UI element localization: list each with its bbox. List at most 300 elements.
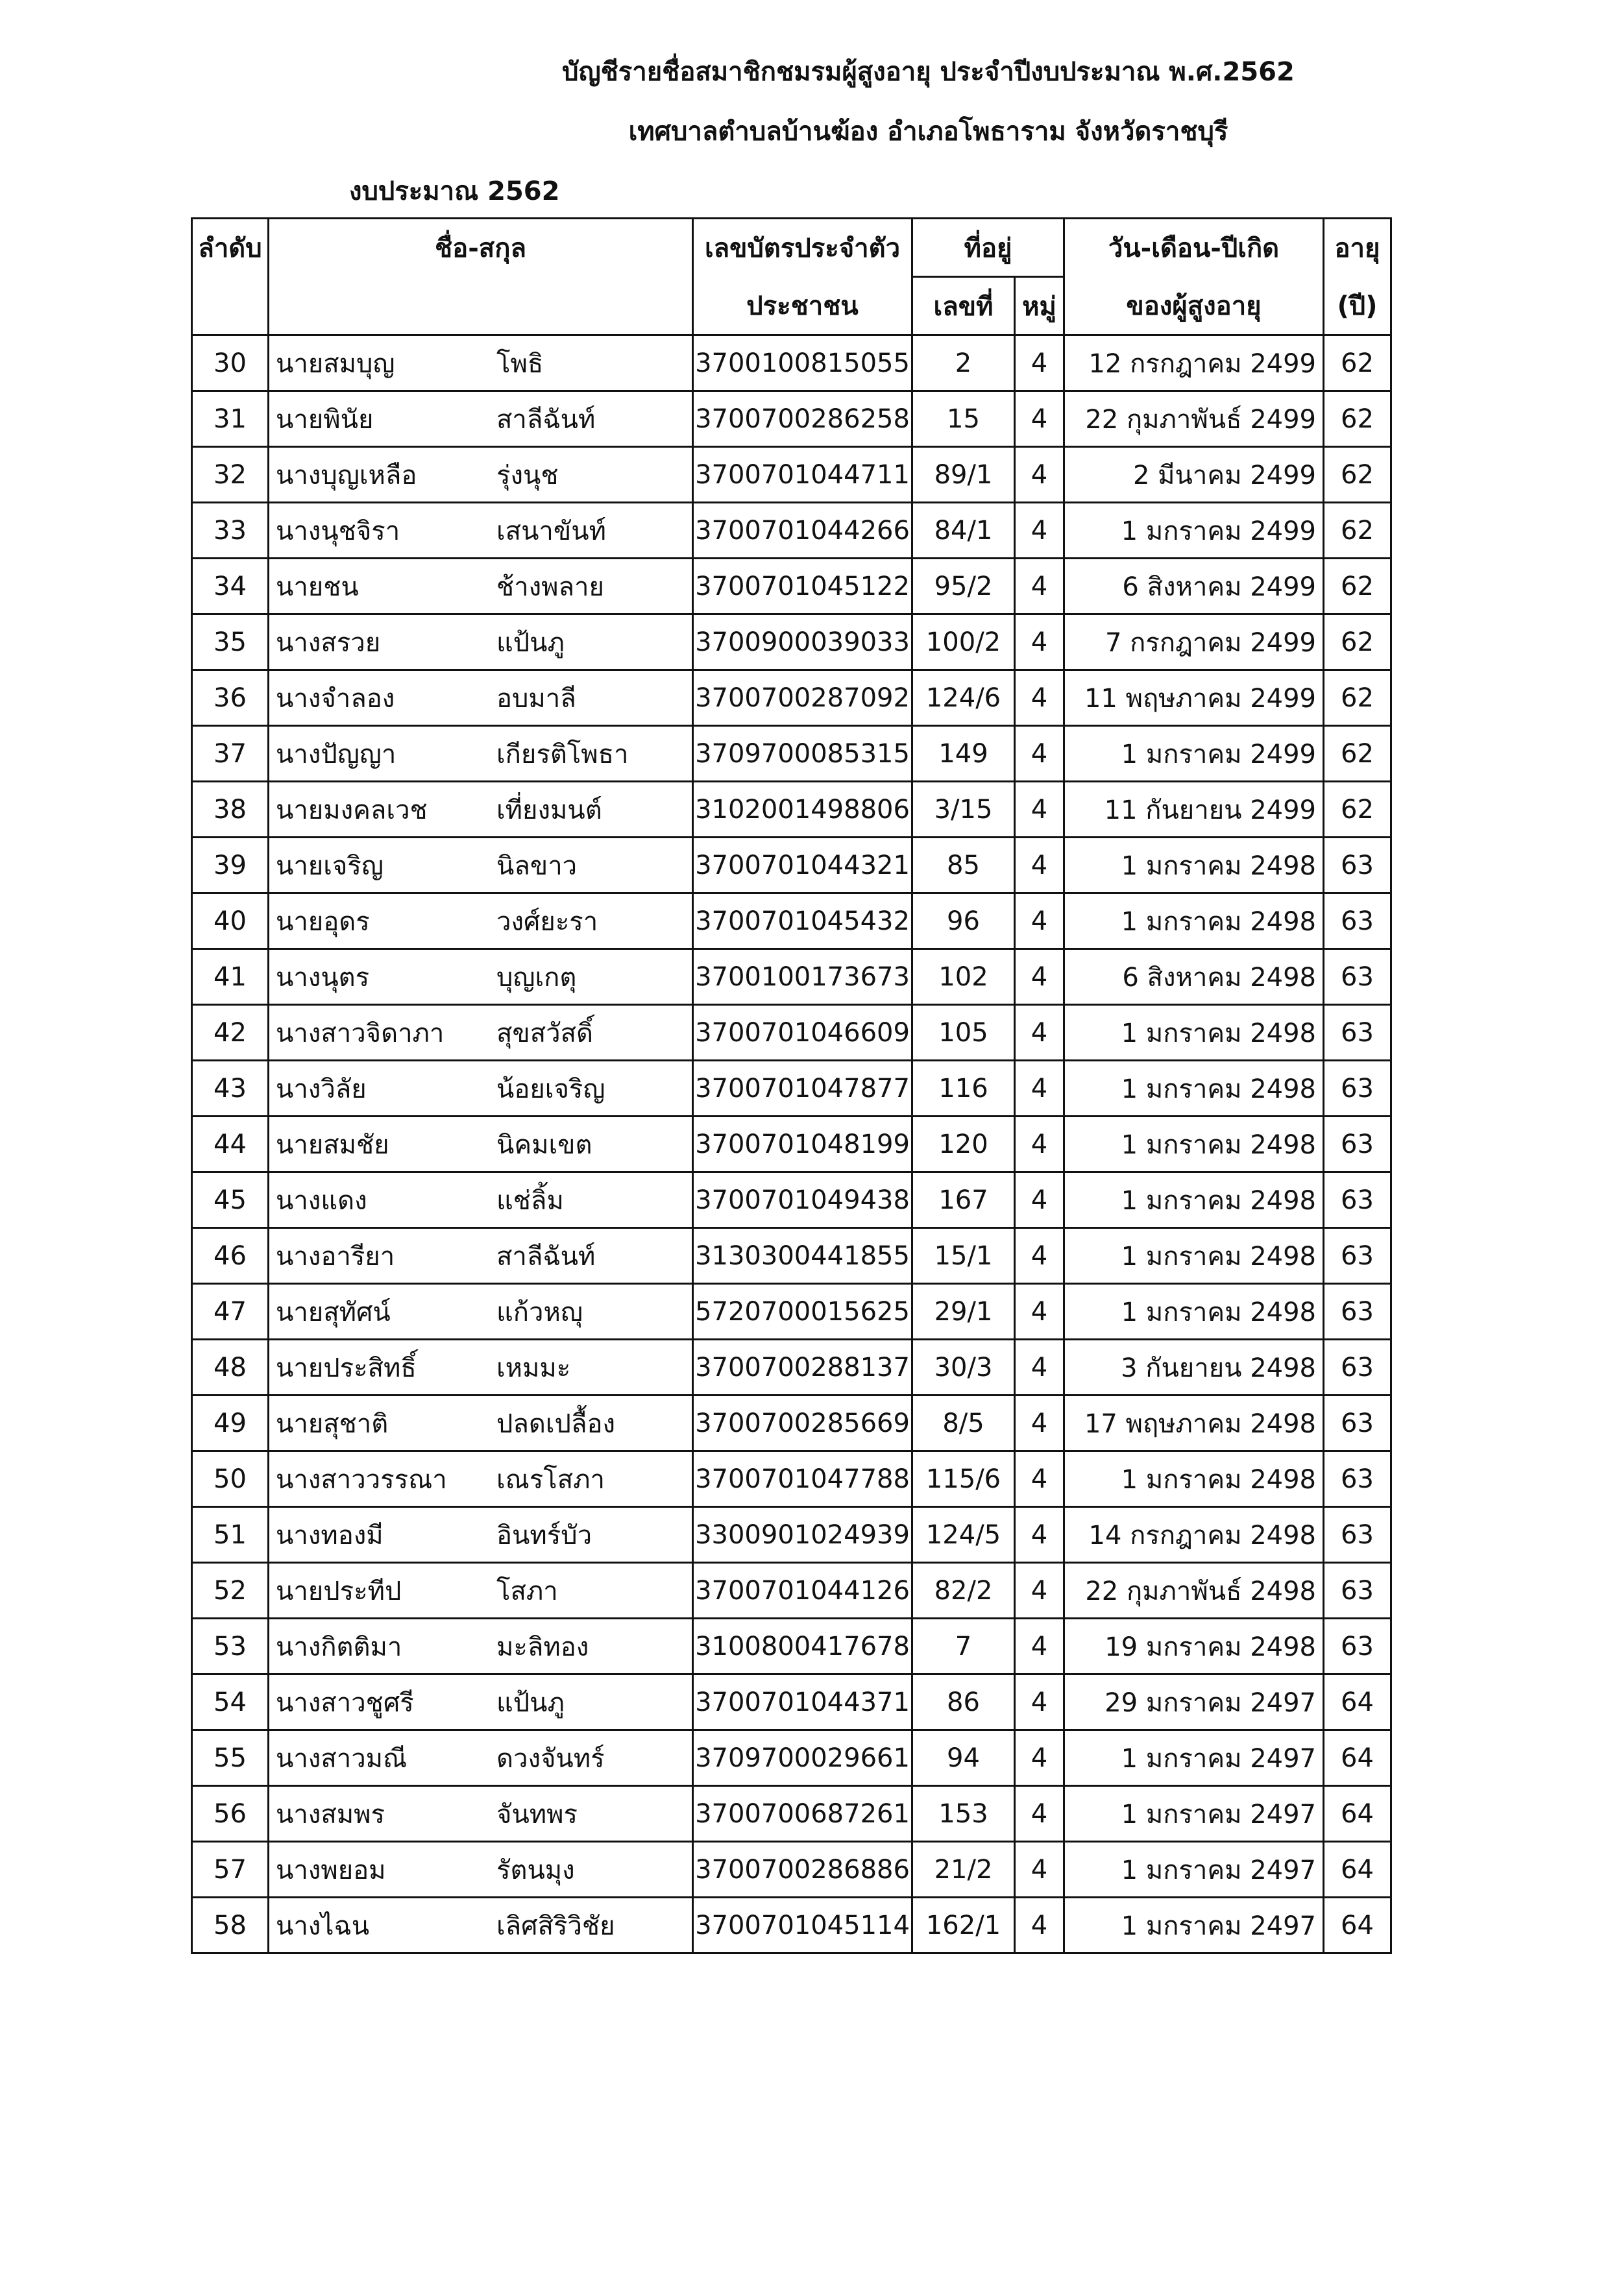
house-number: 84/1 xyxy=(912,503,1015,559)
table-row xyxy=(192,782,1391,838)
date-of-birth: 1 มกราคม 2498 xyxy=(1064,1061,1324,1117)
age: 62 xyxy=(1324,559,1391,614)
house-number: 21/2 xyxy=(912,1842,1015,1898)
age: 62 xyxy=(1324,391,1391,447)
date-of-birth: 1 มกราคม 2497 xyxy=(1064,1786,1324,1842)
member-name xyxy=(269,503,693,559)
age: 63 xyxy=(1324,893,1391,949)
house-number: 82/2 xyxy=(912,1563,1015,1619)
village-number: 4 xyxy=(1015,1061,1064,1117)
national-id: 5720700015625 xyxy=(693,1284,912,1340)
first-name: นายประทีป xyxy=(276,1576,402,1606)
house-number: 29/1 xyxy=(912,1284,1015,1340)
row-number: 46 xyxy=(192,1228,269,1284)
date-of-birth: 29 มกราคม 2497 xyxy=(1064,1674,1324,1730)
member-name xyxy=(269,1117,693,1172)
table-row xyxy=(192,893,1391,949)
national-id: 3700701048199 xyxy=(693,1117,912,1172)
date-of-birth: 6 สิงหาคม 2499 xyxy=(1064,559,1324,614)
age: 64 xyxy=(1324,1842,1391,1898)
member-name xyxy=(269,838,693,893)
table-row xyxy=(192,1005,1391,1061)
village-number: 4 xyxy=(1015,1228,1064,1284)
member-name xyxy=(269,1674,693,1730)
national-id: 3700701044321 xyxy=(693,838,912,893)
village-number: 4 xyxy=(1015,1005,1064,1061)
house-number: 2 xyxy=(912,335,1015,391)
row-number: 47 xyxy=(192,1284,269,1340)
table-row xyxy=(192,1507,1391,1563)
national-id: 3700701045432 xyxy=(693,893,912,949)
member-name xyxy=(269,1898,693,1953)
first-name: นางทองมี xyxy=(276,1520,384,1551)
national-id: 3700701046609 xyxy=(693,1005,912,1061)
col-header-address: ที่อยู่ xyxy=(912,219,1064,277)
col-header-no: ลำดับ xyxy=(192,219,269,335)
table-row xyxy=(192,1117,1391,1172)
village-number: 4 xyxy=(1015,1786,1064,1842)
village-number: 4 xyxy=(1015,1507,1064,1563)
house-number: 15 xyxy=(912,391,1015,447)
house-number: 95/2 xyxy=(912,559,1015,614)
national-id: 3700701049438 xyxy=(693,1172,912,1228)
village-number: 4 xyxy=(1015,1284,1064,1340)
table-row xyxy=(192,1842,1391,1898)
house-number: 89/1 xyxy=(912,447,1015,503)
age: 62 xyxy=(1324,614,1391,670)
col-header-dob: วัน-เดือน-ปีเกิด xyxy=(1064,219,1324,277)
age: 64 xyxy=(1324,1674,1391,1730)
member-name xyxy=(269,1619,693,1674)
table-row xyxy=(192,1898,1391,1953)
member-name xyxy=(269,1061,693,1117)
first-name: นางปัญญา xyxy=(276,739,397,769)
village-number: 4 xyxy=(1015,949,1064,1005)
table-body xyxy=(192,335,1391,1953)
first-name: นายสุชาติ xyxy=(276,1408,389,1439)
row-number: 32 xyxy=(192,447,269,503)
last-name: รุ่งนุช xyxy=(496,460,559,490)
date-of-birth: 1 มกราคม 2497 xyxy=(1064,1898,1324,1953)
table-row xyxy=(192,1451,1391,1507)
date-of-birth: 17 พฤษภาคม 2498 xyxy=(1064,1396,1324,1451)
date-of-birth: 1 มกราคม 2498 xyxy=(1064,838,1324,893)
national-id: 3300901024939 xyxy=(693,1507,912,1563)
last-name: ช้างพลาย xyxy=(496,572,604,602)
house-number: 149 xyxy=(912,726,1015,782)
house-number: 105 xyxy=(912,1005,1015,1061)
last-name: เกียรติโพธา xyxy=(496,739,629,769)
national-id: 3700100173673 xyxy=(693,949,912,1005)
last-name: เหมมะ xyxy=(496,1353,571,1383)
last-name: สาลีฉันท์ xyxy=(496,1241,596,1272)
table-row xyxy=(192,1674,1391,1730)
national-id: 3700701044711 xyxy=(693,447,912,503)
last-name: วงศ์ยะรา xyxy=(496,906,598,937)
first-name: นางกิตติมา xyxy=(276,1632,402,1662)
row-number: 48 xyxy=(192,1340,269,1396)
members-table xyxy=(191,217,1392,1954)
member-name xyxy=(269,1396,693,1451)
row-number: 56 xyxy=(192,1786,269,1842)
date-of-birth: 14 กรกฎาคม 2498 xyxy=(1064,1507,1324,1563)
row-number: 39 xyxy=(192,838,269,893)
row-number: 36 xyxy=(192,670,269,726)
village-number: 4 xyxy=(1015,893,1064,949)
document-title: บัญชีรายชื่อสมาชิกชมรมผู้สูงอายุ ประจำปีงบประมาณ พ.ศ.2562 xyxy=(562,57,1295,87)
last-name: รัตนมุง xyxy=(496,1855,575,1885)
row-number: 52 xyxy=(192,1563,269,1619)
house-number: 85 xyxy=(912,838,1015,893)
age: 64 xyxy=(1324,1730,1391,1786)
first-name: นางสาวชูศรี xyxy=(276,1687,414,1718)
table-row xyxy=(192,838,1391,893)
row-number: 30 xyxy=(192,335,269,391)
village-number: 4 xyxy=(1015,1674,1064,1730)
table-row xyxy=(192,503,1391,559)
first-name: นางสาววรรณา xyxy=(276,1464,447,1495)
date-of-birth: 1 มกราคม 2498 xyxy=(1064,1005,1324,1061)
first-name: นางไฉน xyxy=(276,1911,370,1941)
last-name: เณรโสภา xyxy=(496,1464,605,1495)
col-header-dob-line2: ของผู้สูงอายุ xyxy=(1064,277,1324,335)
member-name xyxy=(269,335,693,391)
row-number: 53 xyxy=(192,1619,269,1674)
village-number: 4 xyxy=(1015,726,1064,782)
row-number: 33 xyxy=(192,503,269,559)
row-number: 45 xyxy=(192,1172,269,1228)
table-row xyxy=(192,391,1391,447)
member-name xyxy=(269,1507,693,1563)
member-name xyxy=(269,726,693,782)
table-row xyxy=(192,1340,1391,1396)
national-id: 3102001498806 xyxy=(693,782,912,838)
last-name: เสนาขันท์ xyxy=(496,516,606,546)
house-number: 167 xyxy=(912,1172,1015,1228)
date-of-birth: 2 มีนาคม 2499 xyxy=(1064,447,1324,503)
last-name: สุขสวัสดิ์ xyxy=(496,1018,594,1048)
last-name: แป้นภู xyxy=(496,1687,565,1718)
row-number: 34 xyxy=(192,559,269,614)
table-row xyxy=(192,670,1391,726)
house-number: 94 xyxy=(912,1730,1015,1786)
date-of-birth: 11 พฤษภาคม 2499 xyxy=(1064,670,1324,726)
first-name: นางวิลัย xyxy=(276,1074,367,1104)
house-number: 153 xyxy=(912,1786,1015,1842)
table-row xyxy=(192,1228,1391,1284)
age: 64 xyxy=(1324,1898,1391,1953)
member-name xyxy=(269,1284,693,1340)
age: 63 xyxy=(1324,1005,1391,1061)
last-name: ดวงจันทร์ xyxy=(496,1743,605,1774)
date-of-birth: 1 มกราคม 2498 xyxy=(1064,893,1324,949)
table-header xyxy=(192,219,1391,335)
row-number: 58 xyxy=(192,1898,269,1953)
row-number: 40 xyxy=(192,893,269,949)
member-name xyxy=(269,1005,693,1061)
col-header-moo: หมู่ xyxy=(1015,277,1064,335)
first-name: นางสรวย xyxy=(276,627,381,658)
first-name: นายอุดร xyxy=(276,906,370,937)
last-name: ปลดเปลื้อง xyxy=(496,1408,616,1439)
national-id: 3700700687261 xyxy=(693,1786,912,1842)
row-number: 54 xyxy=(192,1674,269,1730)
age: 62 xyxy=(1324,335,1391,391)
member-name xyxy=(269,1172,693,1228)
last-name: นิคมเขต xyxy=(496,1130,592,1160)
age: 63 xyxy=(1324,1396,1391,1451)
national-id: 3700701045114 xyxy=(693,1898,912,1953)
row-number: 43 xyxy=(192,1061,269,1117)
age: 63 xyxy=(1324,1563,1391,1619)
house-number: 124/5 xyxy=(912,1507,1015,1563)
national-id: 3709700029661 xyxy=(693,1730,912,1786)
first-name: นางสมพร xyxy=(276,1799,385,1830)
last-name: นิลขาว xyxy=(496,851,578,881)
last-name: แป้นภู xyxy=(496,627,565,658)
member-name xyxy=(269,1451,693,1507)
row-number: 44 xyxy=(192,1117,269,1172)
last-name: จันทพร xyxy=(496,1799,578,1830)
member-name xyxy=(269,1786,693,1842)
village-number: 4 xyxy=(1015,391,1064,447)
age: 63 xyxy=(1324,1172,1391,1228)
row-number: 37 xyxy=(192,726,269,782)
national-id: 3700700286258 xyxy=(693,391,912,447)
age: 62 xyxy=(1324,670,1391,726)
last-name: โพธิ xyxy=(496,348,544,379)
table-row xyxy=(192,949,1391,1005)
row-number: 42 xyxy=(192,1005,269,1061)
table-row xyxy=(192,1786,1391,1842)
age: 64 xyxy=(1324,1786,1391,1842)
village-number: 4 xyxy=(1015,1340,1064,1396)
table-row xyxy=(192,335,1391,391)
row-number: 31 xyxy=(192,391,269,447)
col-header-id-line2: ประชาชน xyxy=(693,277,912,335)
house-number: 116 xyxy=(912,1061,1015,1117)
last-name: อินทร์บัว xyxy=(496,1520,592,1551)
first-name: นางสาวจิดาภา xyxy=(276,1018,445,1048)
row-number: 35 xyxy=(192,614,269,670)
village-number: 4 xyxy=(1015,1842,1064,1898)
age: 63 xyxy=(1324,1284,1391,1340)
village-number: 4 xyxy=(1015,1172,1064,1228)
national-id: 3700700287092 xyxy=(693,670,912,726)
row-number: 38 xyxy=(192,782,269,838)
first-name: นายสมชัย xyxy=(276,1130,389,1160)
date-of-birth: 1 มกราคม 2498 xyxy=(1064,1284,1324,1340)
member-name xyxy=(269,391,693,447)
national-id: 3700100815055 xyxy=(693,335,912,391)
last-name: เลิศสิริวิชัย xyxy=(496,1911,615,1941)
age: 63 xyxy=(1324,1451,1391,1507)
national-id: 3700701044266 xyxy=(693,503,912,559)
age: 62 xyxy=(1324,782,1391,838)
member-name xyxy=(269,1563,693,1619)
table-row xyxy=(192,447,1391,503)
member-name xyxy=(269,949,693,1005)
first-name: นางสาวมณี xyxy=(276,1743,408,1774)
first-name: นางจำลอง xyxy=(276,683,395,714)
date-of-birth: 7 กรกฎาคม 2499 xyxy=(1064,614,1324,670)
row-number: 50 xyxy=(192,1451,269,1507)
last-name: น้อยเจริญ xyxy=(496,1074,605,1104)
date-of-birth: 12 กรกฎาคม 2499 xyxy=(1064,335,1324,391)
last-name: อบมาลี xyxy=(496,683,576,714)
member-name xyxy=(269,670,693,726)
member-name xyxy=(269,1228,693,1284)
first-name: นางแดง xyxy=(276,1185,367,1216)
table-row xyxy=(192,559,1391,614)
col-header-age-line2: (ปี) xyxy=(1324,277,1391,335)
table-row xyxy=(192,614,1391,670)
col-header-id: เลขบัตรประจำตัว xyxy=(693,219,912,277)
age: 62 xyxy=(1324,726,1391,782)
village-number: 4 xyxy=(1015,670,1064,726)
row-number: 55 xyxy=(192,1730,269,1786)
row-number: 41 xyxy=(192,949,269,1005)
national-id: 3700700285669 xyxy=(693,1396,912,1451)
date-of-birth: 11 กันยายน 2499 xyxy=(1064,782,1324,838)
national-id: 3700700288137 xyxy=(693,1340,912,1396)
national-id: 3700700286886 xyxy=(693,1842,912,1898)
first-name: นายเจริญ xyxy=(276,851,384,881)
village-number: 4 xyxy=(1015,335,1064,391)
house-number: 86 xyxy=(912,1674,1015,1730)
age: 63 xyxy=(1324,1619,1391,1674)
age: 62 xyxy=(1324,447,1391,503)
date-of-birth: 1 มกราคม 2498 xyxy=(1064,1172,1324,1228)
age: 63 xyxy=(1324,1117,1391,1172)
house-number: 3/15 xyxy=(912,782,1015,838)
col-header-name: ชื่อ-สกุล xyxy=(269,219,693,335)
house-number: 15/1 xyxy=(912,1228,1015,1284)
house-number: 100/2 xyxy=(912,614,1015,670)
table-row xyxy=(192,1563,1391,1619)
last-name: สาลีฉันท์ xyxy=(496,404,596,435)
age: 63 xyxy=(1324,838,1391,893)
table-row xyxy=(192,1172,1391,1228)
age: 63 xyxy=(1324,1507,1391,1563)
house-number: 8/5 xyxy=(912,1396,1015,1451)
national-id: 3709700085315 xyxy=(693,726,912,782)
row-number: 51 xyxy=(192,1507,269,1563)
first-name: นางอารียา xyxy=(276,1241,395,1272)
first-name: นายมงคลเวช xyxy=(276,795,428,825)
age: 63 xyxy=(1324,949,1391,1005)
date-of-birth: 22 กุมภาพันธ์ 2498 xyxy=(1064,1563,1324,1619)
date-of-birth: 22 กุมภาพันธ์ 2499 xyxy=(1064,391,1324,447)
house-number: 115/6 xyxy=(912,1451,1015,1507)
house-number: 30/3 xyxy=(912,1340,1015,1396)
first-name: นางบุญเหลือ xyxy=(276,460,417,490)
last-name: โสภา xyxy=(496,1576,558,1606)
house-number: 120 xyxy=(912,1117,1015,1172)
table-row xyxy=(192,1396,1391,1451)
village-number: 4 xyxy=(1015,1396,1064,1451)
national-id: 3700701045122 xyxy=(693,559,912,614)
document-subtitle: เทศบาลตำบลบ้านฆ้อง อำเภอโพธาราม จังหวัดราชบุรี xyxy=(628,117,1228,147)
village-number: 4 xyxy=(1015,559,1064,614)
member-name xyxy=(269,1730,693,1786)
national-id: 3700701047788 xyxy=(693,1451,912,1507)
date-of-birth: 6 สิงหาคม 2498 xyxy=(1064,949,1324,1005)
national-id: 3100800417678 xyxy=(693,1619,912,1674)
age: 62 xyxy=(1324,503,1391,559)
last-name: มะลิทอง xyxy=(496,1632,589,1662)
member-name xyxy=(269,893,693,949)
date-of-birth: 1 มกราคม 2497 xyxy=(1064,1842,1324,1898)
village-number: 4 xyxy=(1015,838,1064,893)
village-number: 4 xyxy=(1015,503,1064,559)
national-id: 3700701047877 xyxy=(693,1061,912,1117)
age: 63 xyxy=(1324,1228,1391,1284)
date-of-birth: 1 มกราคม 2498 xyxy=(1064,1117,1324,1172)
first-name: นางนุชจิรา xyxy=(276,516,400,546)
table-row xyxy=(192,1730,1391,1786)
table-row xyxy=(192,1619,1391,1674)
member-name xyxy=(269,447,693,503)
col-header-house-no: เลขที่ xyxy=(912,277,1015,335)
national-id: 3700701044126 xyxy=(693,1563,912,1619)
member-name xyxy=(269,1842,693,1898)
village-number: 4 xyxy=(1015,1563,1064,1619)
last-name: แช่ลิ้ม xyxy=(496,1185,564,1216)
date-of-birth: 19 มกราคม 2498 xyxy=(1064,1619,1324,1674)
first-name: นางพยอม xyxy=(276,1855,386,1885)
age: 63 xyxy=(1324,1340,1391,1396)
member-name xyxy=(269,614,693,670)
age: 63 xyxy=(1324,1061,1391,1117)
house-number: 7 xyxy=(912,1619,1015,1674)
date-of-birth: 1 มกราคม 2497 xyxy=(1064,1730,1324,1786)
first-name: นายสุทัศน์ xyxy=(276,1297,391,1327)
village-number: 4 xyxy=(1015,782,1064,838)
last-name: บุญเกตุ xyxy=(496,962,577,993)
village-number: 4 xyxy=(1015,1451,1064,1507)
village-number: 4 xyxy=(1015,1730,1064,1786)
house-number: 96 xyxy=(912,893,1015,949)
member-name xyxy=(269,559,693,614)
table-row xyxy=(192,1284,1391,1340)
house-number: 124/6 xyxy=(912,670,1015,726)
house-number: 102 xyxy=(912,949,1015,1005)
last-name: แก้วหญุ xyxy=(496,1297,583,1327)
first-name: นายพินัย xyxy=(276,404,374,435)
row-number: 57 xyxy=(192,1842,269,1898)
village-number: 4 xyxy=(1015,1619,1064,1674)
village-number: 4 xyxy=(1015,614,1064,670)
table-row xyxy=(192,726,1391,782)
row-number: 49 xyxy=(192,1396,269,1451)
national-id: 3700701044371 xyxy=(693,1674,912,1730)
first-name: นายชน xyxy=(276,572,359,602)
national-id: 3700900039033 xyxy=(693,614,912,670)
member-name xyxy=(269,782,693,838)
first-name: นายประสิทธิ์ xyxy=(276,1353,417,1383)
national-id: 3130300441855 xyxy=(693,1228,912,1284)
date-of-birth: 1 มกราคม 2498 xyxy=(1064,1451,1324,1507)
col-header-age: อายุ xyxy=(1324,219,1391,277)
budget-label: งบประมาณ 2562 xyxy=(349,176,560,206)
table-row xyxy=(192,1061,1391,1117)
village-number: 4 xyxy=(1015,1117,1064,1172)
village-number: 4 xyxy=(1015,447,1064,503)
first-name: นางนุตร xyxy=(276,962,370,993)
first-name: นายสมบุญ xyxy=(276,348,395,379)
date-of-birth: 1 มกราคม 2498 xyxy=(1064,1228,1324,1284)
